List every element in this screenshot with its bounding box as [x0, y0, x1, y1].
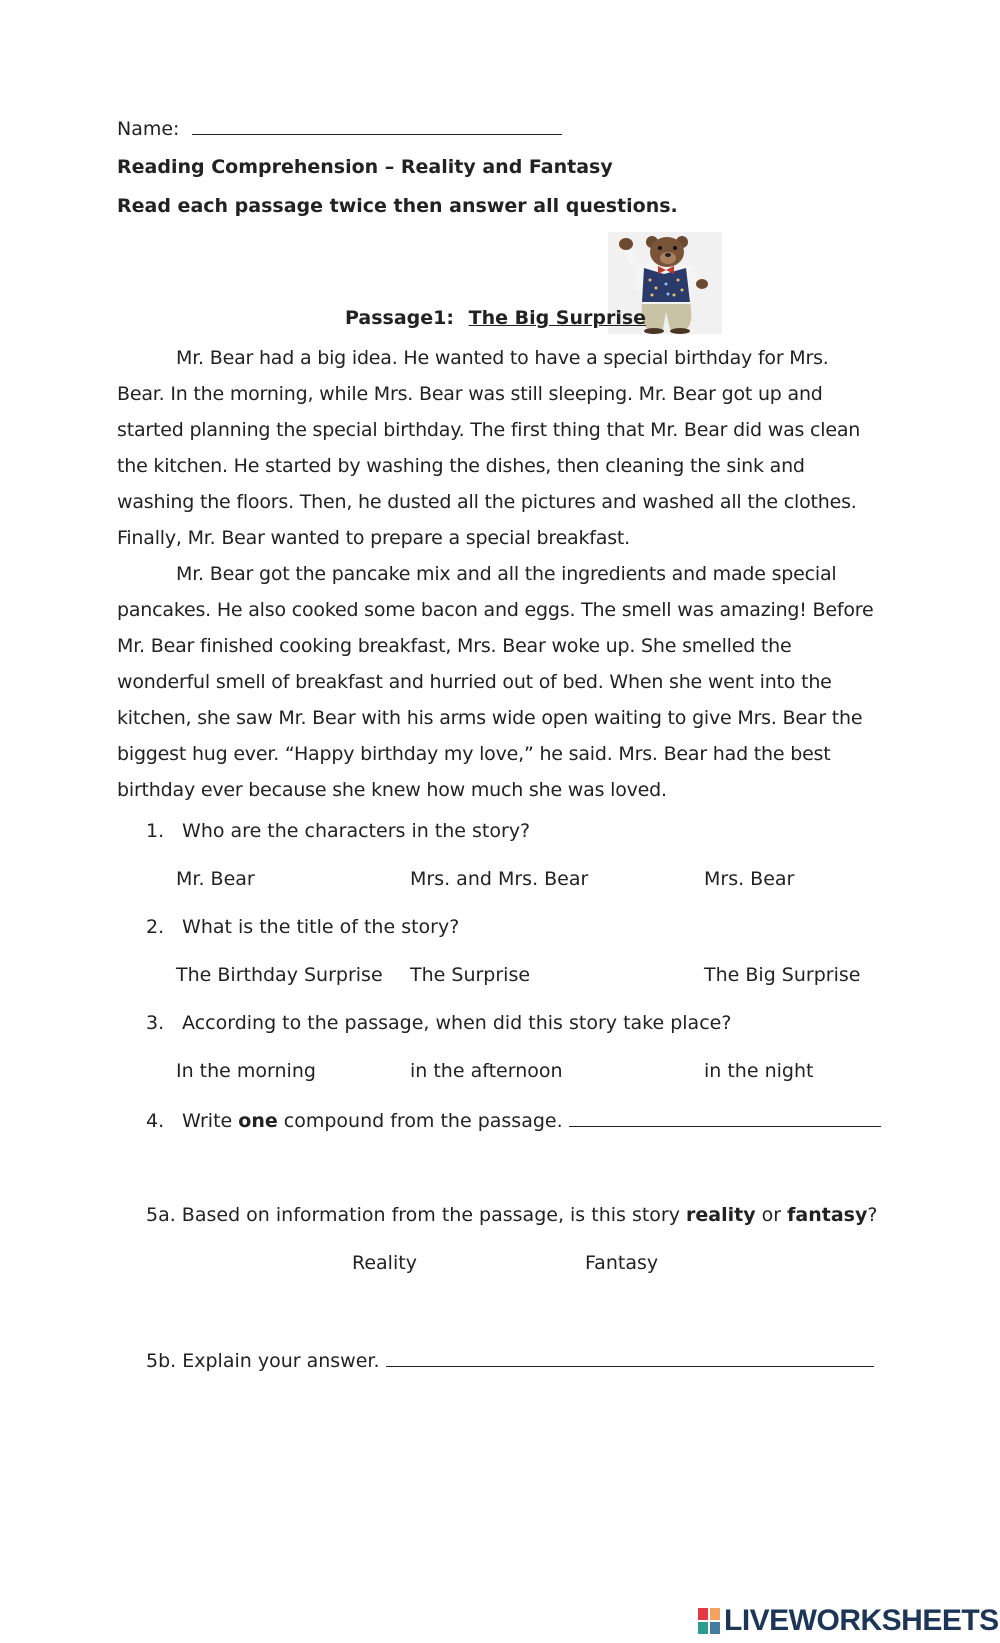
- question-number: 3.: [146, 1012, 165, 1034]
- question-3: [146, 1012, 731, 1034]
- brand-name: LIVEWORKSHEETS: [724, 1604, 999, 1637]
- question-text: 5a. Based on information from the passage, is this story: [146, 1204, 680, 1226]
- question-text: compound from the passage.: [283, 1110, 563, 1132]
- question-5a: [146, 1204, 877, 1226]
- logo-square: [698, 1622, 708, 1634]
- emphasis-word: one: [238, 1110, 278, 1132]
- question-number: 1.: [146, 820, 165, 842]
- question-number: 2.: [146, 916, 165, 938]
- logo-square: [710, 1608, 720, 1620]
- question-text: Who are the characters in the story?: [182, 820, 531, 842]
- passage-body: [117, 340, 877, 808]
- question-mark: ?: [867, 1204, 878, 1226]
- answer-option[interactable]: The Big Surprise: [704, 964, 861, 986]
- answer-option[interactable]: Mr. Bear: [176, 868, 255, 890]
- answer-line[interactable]: [386, 1348, 874, 1367]
- answer-line[interactable]: [569, 1108, 881, 1127]
- instructions: Read each passage twice then answer all questions.: [117, 195, 678, 217]
- answer-option[interactable]: Reality: [352, 1252, 417, 1274]
- question-5b: [146, 1348, 874, 1372]
- worksheet-title: Reading Comprehension – Reality and Fantasy: [117, 156, 613, 178]
- answer-option[interactable]: in the afternoon: [410, 1060, 563, 1082]
- answer-option[interactable]: The Birthday Surprise: [176, 964, 383, 986]
- logo-square: [710, 1622, 720, 1634]
- question-text: According to the passage, when did this story take place?: [182, 1012, 732, 1034]
- name-answer-line[interactable]: [192, 116, 562, 135]
- answer-option[interactable]: Mrs. and Mrs. Bear: [410, 868, 589, 890]
- logo-square: [698, 1608, 708, 1620]
- passage-label: Passage1:: [345, 307, 454, 329]
- answer-option[interactable]: Fantasy: [585, 1252, 659, 1274]
- passage-title: The Big Surprise: [468, 307, 647, 329]
- question-text: Write: [182, 1110, 233, 1132]
- name-label: Name:: [117, 118, 180, 140]
- answer-option[interactable]: The Surprise: [410, 964, 531, 986]
- answer-option[interactable]: in the night: [704, 1060, 814, 1082]
- question-1: [146, 820, 530, 842]
- answer-option[interactable]: In the morning: [176, 1060, 316, 1082]
- answer-option[interactable]: Mrs. Bear: [704, 868, 795, 890]
- question-4: [146, 1108, 881, 1132]
- emphasis-word: fantasy: [787, 1204, 868, 1226]
- logo-mark-icon: [698, 1608, 720, 1634]
- question-text: 5b. Explain your answer.: [146, 1350, 380, 1372]
- question-text: What is the title of the story?: [182, 916, 460, 938]
- question-number: 4.: [146, 1110, 165, 1132]
- passage-heading: [345, 307, 652, 329]
- question-text: or: [761, 1204, 782, 1226]
- question-2: [146, 916, 459, 938]
- liveworksheets-logo: [698, 1605, 999, 1637]
- passage-paragraph: Mr. Bear had a big idea. He wanted to have a special birthday for Mrs. Bear. In the morning, while Mrs. Bear was still sleeping. Mr. Bear got up and started planning the special birthday. The first thing that Mr. Bear did was clean the kitchen. He started by washing the dishes, then cleaning the sink and washing the floors. Then, he dusted all the pictures and washed all the clothes. Finally, Mr. Bear wanted to prepare a special breakfast.: [117, 347, 861, 549]
- emphasis-word: reality: [686, 1204, 756, 1226]
- passage-paragraph: Mr. Bear got the pancake mix and all the ingredients and made special pancakes. He also cooked some bacon and eggs. The smell was amazing! Before Mr. Bear finished cooking breakfast, Mrs. Bear woke up. She smelled the wonderful smell of breakfast and hurried out of bed. When she went into the kitchen, she saw Mr. Bear with his arms wide open waiting to give Mrs. Bear the biggest hug ever. “Happy birthday my love,” he said. Mrs. Bear had the best birthday ever because she knew how much she was loved.: [117, 563, 874, 801]
- name-field: [117, 116, 562, 140]
